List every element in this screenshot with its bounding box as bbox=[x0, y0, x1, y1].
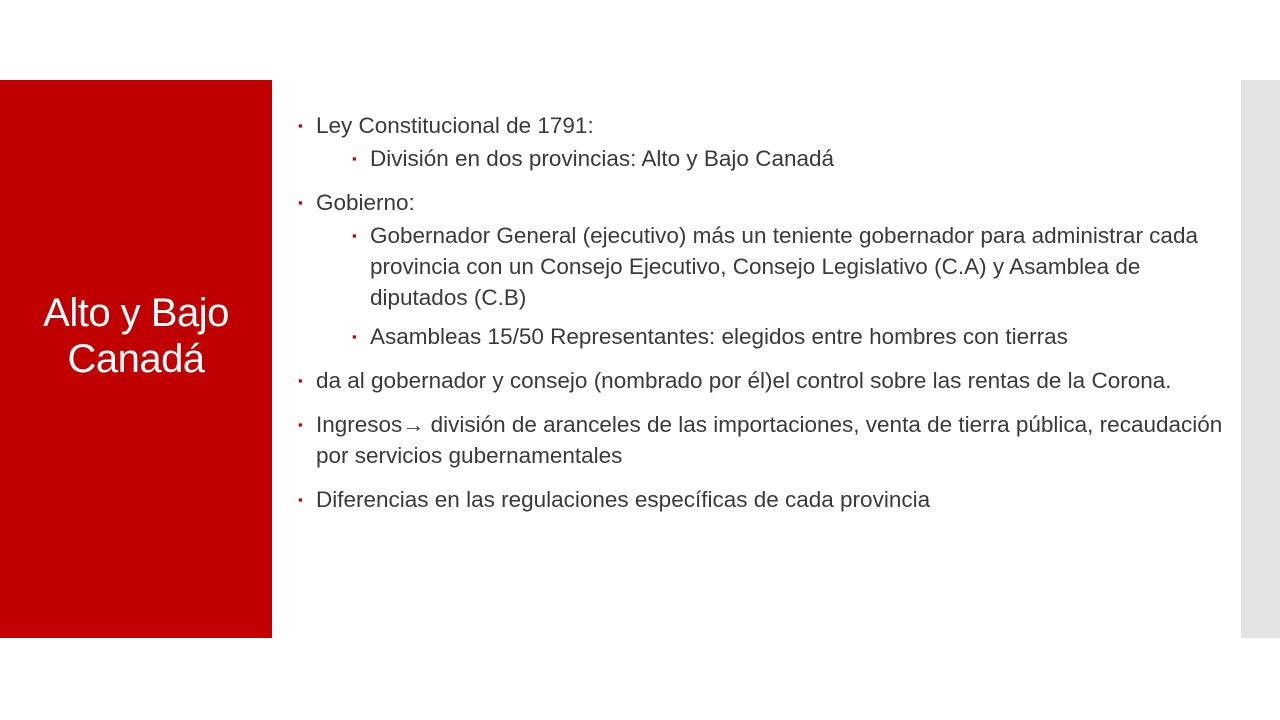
bullet-icon: ▪ bbox=[352, 151, 357, 166]
bullet-item-ingresos bbox=[298, 409, 1228, 471]
bullet-text: Gobierno: bbox=[316, 190, 415, 215]
bullet-icon: ▪ bbox=[298, 195, 303, 210]
bullet-icon: ▪ bbox=[352, 228, 357, 243]
bullet-item-ley bbox=[298, 110, 1228, 141]
right-decorative-bar bbox=[1241, 80, 1280, 638]
bullet-text: Asambleas 15/50 Representantes: elegidos entre hombres con tierras bbox=[370, 324, 1068, 349]
bullet-text: Gobernador General (ejecutivo) más un teniente gobernador para administrar cada provincia con un Consejo Ejecutivo, Consejo Legislativo (C.A) y Asamblea de diputados (C.B) bbox=[370, 223, 1198, 310]
bullet-icon: ▪ bbox=[298, 417, 303, 432]
sub-bullet-item-division bbox=[352, 143, 1228, 174]
bullet-icon: ▪ bbox=[298, 118, 303, 133]
bullet-icon: ▪ bbox=[298, 373, 303, 388]
bullet-icon: ▪ bbox=[352, 329, 357, 344]
bullet-item-diferencias bbox=[298, 484, 1228, 515]
bullet-text: Diferencias en las regulaciones específicas de cada provincia bbox=[316, 487, 931, 512]
title-panel bbox=[0, 80, 272, 638]
bullet-text-prefix: Ingresos bbox=[316, 412, 403, 437]
bullet-text: Ley Constitucional de 1791: bbox=[316, 113, 594, 138]
sub-bullet-item-gobernador bbox=[352, 220, 1228, 313]
bullet-text-rest: división de aranceles de las importaciones, venta de tierra pública, recaudación por servicios gubernamentales bbox=[316, 412, 1223, 468]
sub-bullet-item-asambleas bbox=[352, 321, 1228, 352]
bullet-text: da al gobernador y consejo (nombrado por él)el control sobre las rentas de la Corona. bbox=[316, 368, 1172, 393]
slide-title: Alto y Bajo Canadá bbox=[43, 291, 229, 381]
bullet-text: División en dos provincias: Alto y Bajo Canadá bbox=[370, 146, 835, 171]
bullet-icon: ▪ bbox=[298, 492, 303, 507]
content-body bbox=[298, 110, 1228, 515]
bullet-item-control bbox=[298, 365, 1228, 396]
arrow-right-icon: → bbox=[402, 412, 425, 437]
bullet-item-gobierno bbox=[298, 187, 1228, 218]
